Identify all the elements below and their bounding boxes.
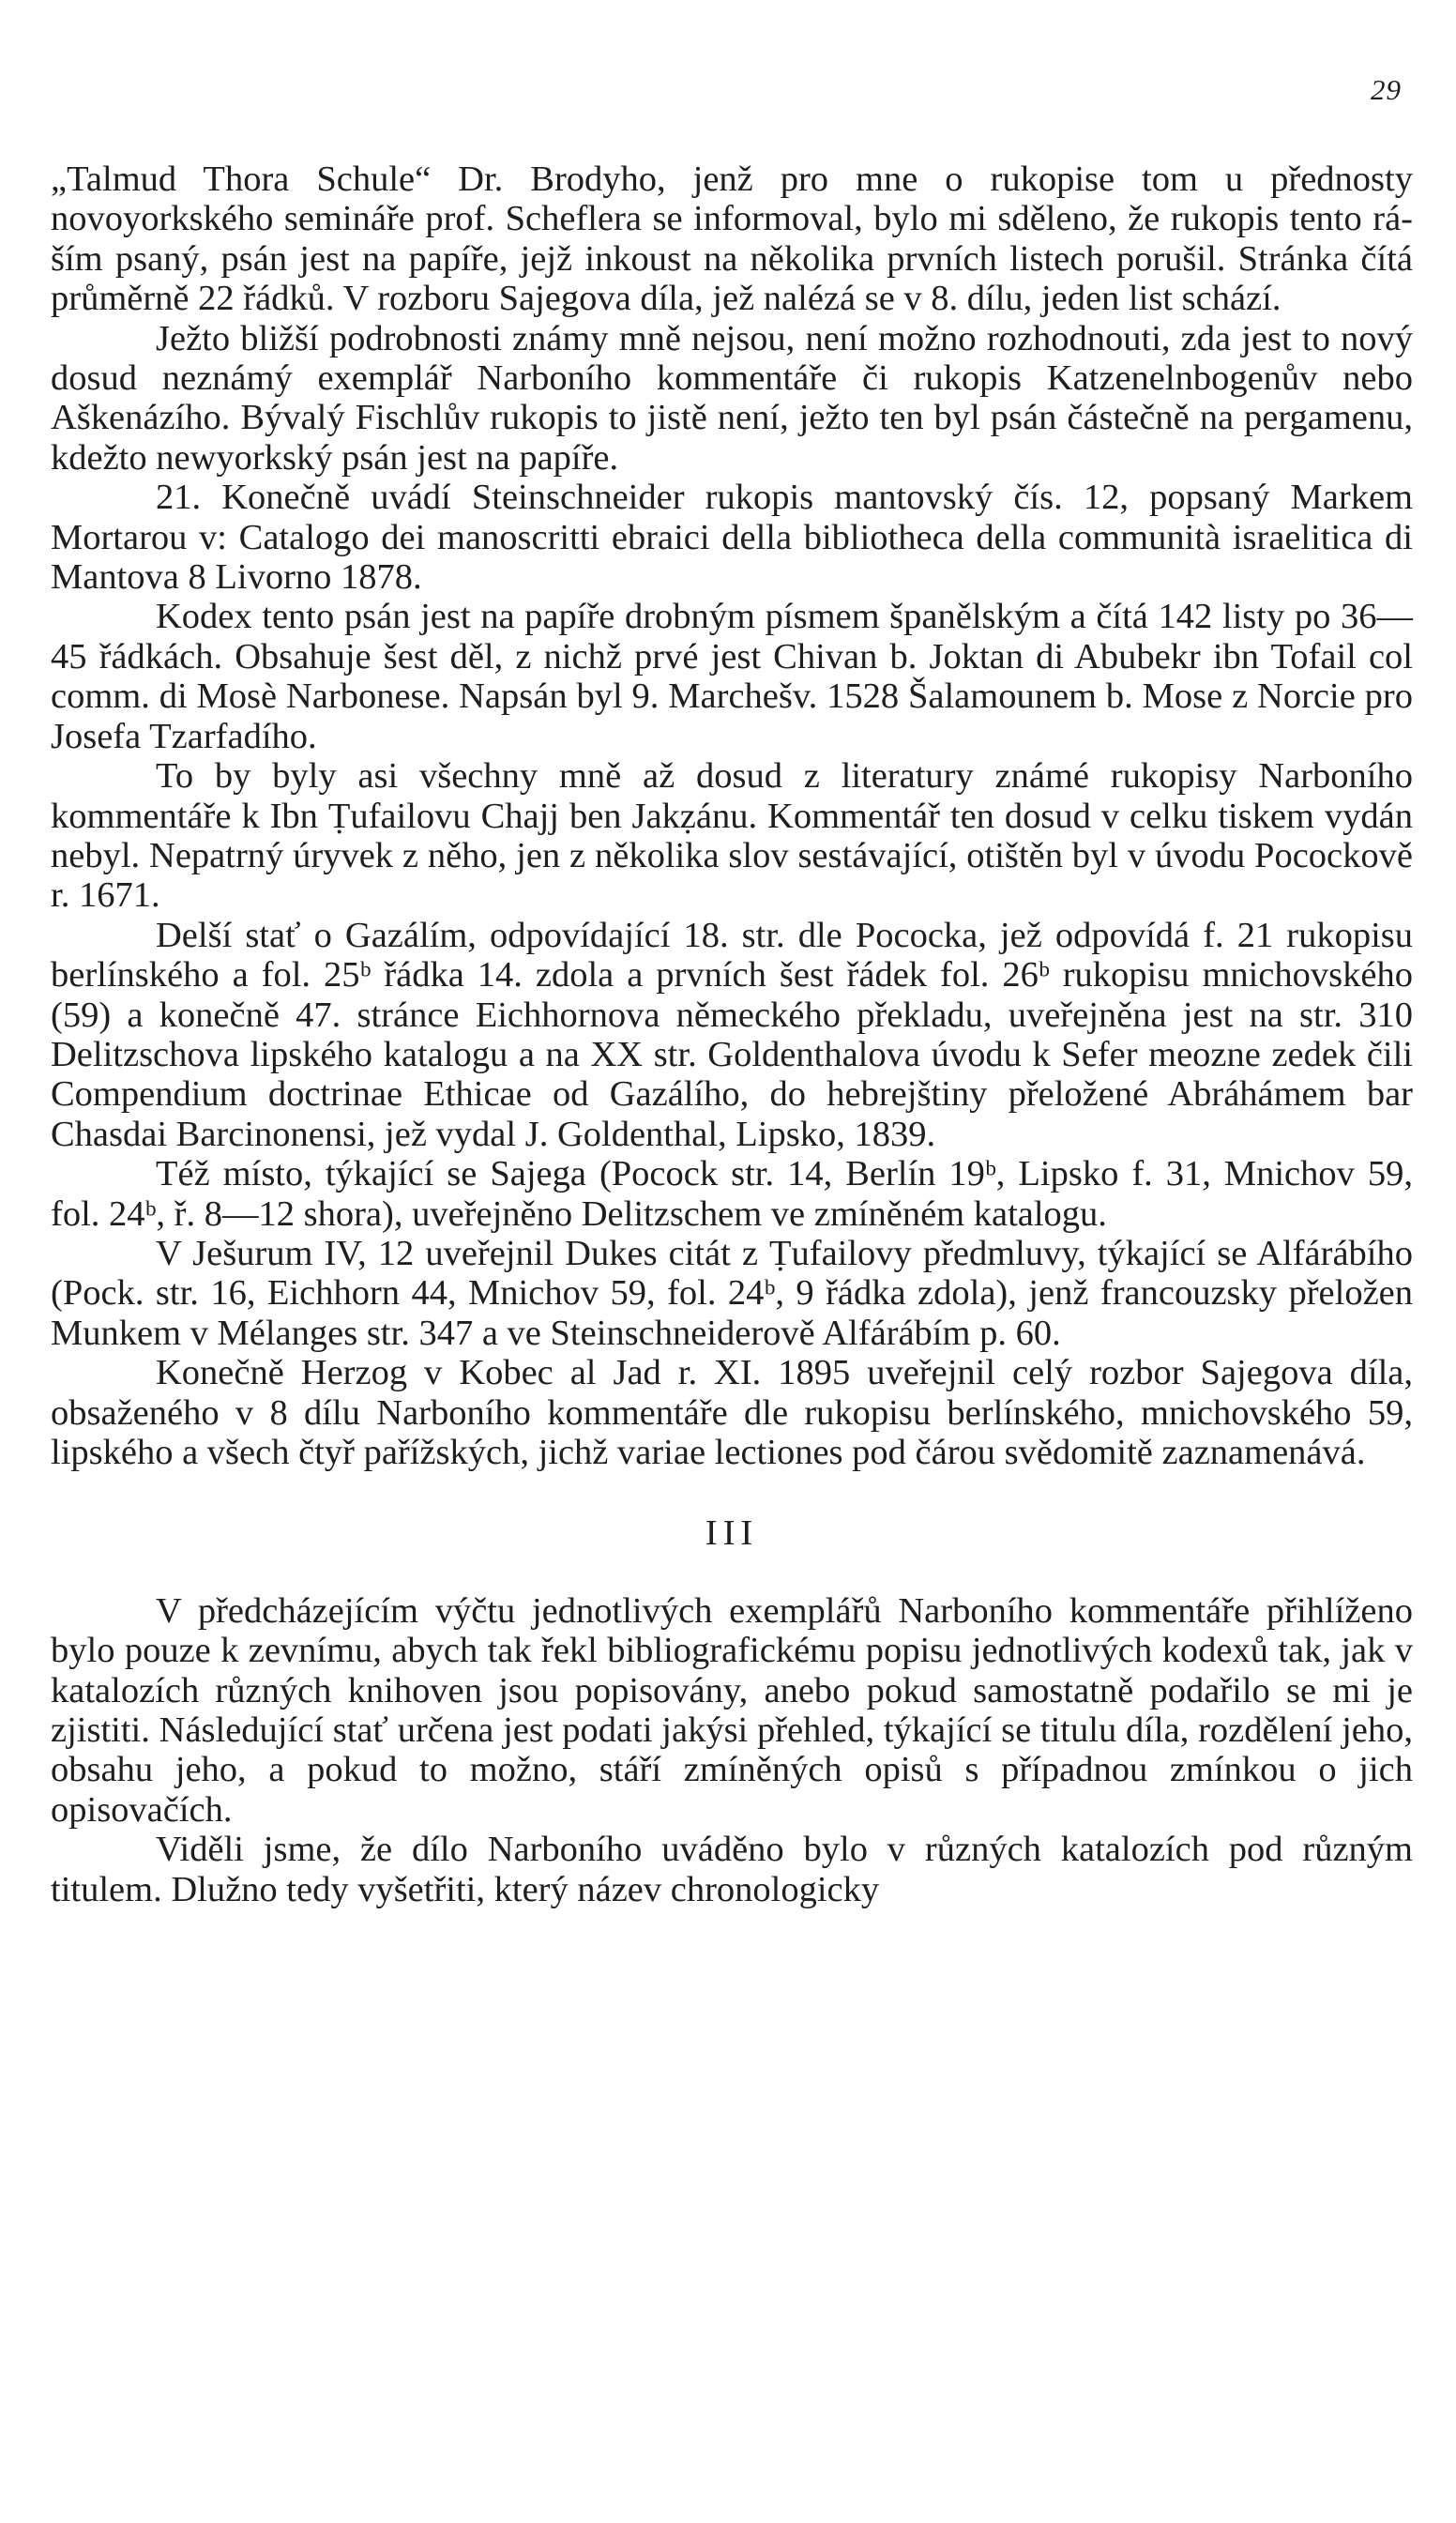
paragraph-9: Konečně Herzog v Kobec al Jad r. XI. 1895 uveřejnil celý rozbor Sajegova díla, obsaženého v 8 dílu Narboního kommentáře dle rukopisu berlínského, mnichovského 59, lipského a všech čtyř pařížských, jichž variae lectiones pod čárou svědomitě zaznamenává. (51, 1353, 1413, 1472)
paragraph-1: „Talmud Thora Schule“ Dr. Brodyho, jenž pro mne o rukopise tom u přednosty novoyorkského semináře prof. Scheflera se informoval, bylo mi sděleno, že rukopis tento ráším psaný, psán jest na papíře, jejž inkoust na několika prvních listech porušil. Stránka čítá průměrně 22 řádků. V rozboru Sajegova díla, jež nalézá se v 8. dílu, jeden list schází. (51, 160, 1413, 319)
paragraph-11: Viděli jsme, že dílo Narboního uváděno bylo v různých katalozích pod různým titulem. Dlužno tedy vyšetřiti, který název chronologicky (51, 1830, 1413, 1909)
paragraph-8: V Ješurum IV, 12 uveřejnil Dukes citát z Ṭufailovy předmluvy, týkající se Alfárábího (Pock. str. 16, Eichhorn 44, Mnichov 59, fol. 24ᵇ, 9 řádka zdola), jenž francouzsky přeložen Munkem v Mélanges str. 347 a ve Steinschneiderově Alfárábím p. 60. (51, 1233, 1413, 1353)
page-number: 29 (1371, 73, 1402, 106)
paragraph-4: Kodex tento psán jest na papíře drobným písmem španělským a čítá 142 listy po 36—45 řádkách. Obsahuje šest děl, z nichž prvé jest Chivan b. Joktan di Abubekr ibn Tofail col comm. di Mosè Narbonese. Napsán byl 9. Marchešv. 1528 Šalamounem b. Mose z Norcie pro Josefa Tzarfadího. (51, 597, 1413, 756)
paragraph-7: Též místo, týkající se Sajega (Pocock str. 14, Berlín 19ᵇ, Lipsko f. 31, Mnichov 59, fol. 24ᵇ, ř. 8—12 shora), uveřejněno Delitzschem ve zmíněném katalogu. (51, 1154, 1413, 1234)
paragraph-5: To by byly asi všechny mně až dosud z literatury známé rukopisy Narboního kommentáře k Ibn Ṭufailovu Chajj ben Jakẓánu. Kommentář ten dosud v celku tiskem vydán nebyl. Nepatrný úryvek z něho, jen z několika slov sestávající, otištěn byl v úvodu Pocockově r. 1671. (51, 756, 1413, 916)
paragraph-3: 21. Konečně uvádí Steinschneider rukopis mantovský čís. 12, popsaný Markem Mortarou v: Catalogo dei manoscritti ebraici della bibliotheca della communità israelitica di Mantova 8 Livorno 1878. (51, 478, 1413, 598)
paragraph-2: Ježto bližší podrobnosti známy mně nejsou, není možno rozhodnouti, zda jest to nový dosud neznámý exemplář Narboního kommentáře či rukopis Katzenelnbogenův nebo Aškenázího. Bývalý Fischlův rukopis to jistě není, ježto ten byl psán částečně na pergamenu, kdežto newyorkský psán jest na papíře. (51, 318, 1413, 478)
body-text (51, 160, 1413, 1909)
section-heading: III (705, 1513, 759, 1554)
paragraph-6: Delší stať o Gazálím, odpovídající 18. str. dle Pococka, jež odpovídá f. 21 rukopisu berlínského a fol. 25ᵇ řádka 14. zdola a prvních šest řádek fol. 26ᵇ rukopisu mnichovského (59) a konečně 47. stránce Eichhornova německého překladu, uveřejněna jest na str. 310 Delitzschova lipského katalogu a na XX str. Goldenthalova úvodu k Sefer meozne zedek čili Compendium doctrinae Ethicae od Gazálího, do hebrejštiny přeložené Abráhámem bar Chasdai Barcinonensi, jež vydal J. Goldenthal, Lipsko, 1839. (51, 915, 1413, 1154)
paragraph-10: V předcházejícím výčtu jednotlivých exemplářů Narboního kommentáře přihlíženo bylo pouze k zevnímu, abych tak řekl bibliografickému popisu jednotlivých kodexů tak, jak v katalozích různých knihoven jsou popisovány, anebo pokud samostatně podařilo se mi je zjistiti. Následující stať určena jest podati jakýsi přehled, týkající se titulu díla, rozdělení jeho, obsahu jeho, a pokud to možno, stáří zmíněných opisů s případnou zmínkou o jich opisovačích. (51, 1590, 1413, 1830)
